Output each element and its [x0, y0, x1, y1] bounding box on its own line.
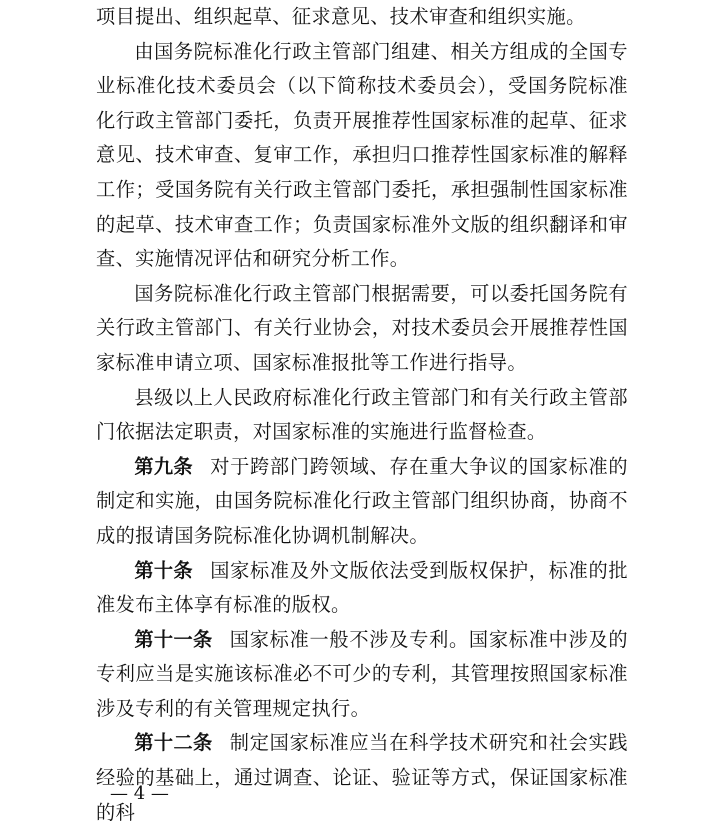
article-title: 第十一条: [134, 627, 213, 651]
article-title: 第十二条: [134, 731, 213, 755]
article-text: 对于跨部门跨领域、存在重大争议的国家标准的制定和实施，由国务院标准化行政主管部门组织协商，协商不成的报请国务院标准化协调机制解决。: [96, 454, 629, 547]
paragraph-continued: [96, 0, 628, 35]
article-11: [96, 623, 628, 727]
article-12: [96, 726, 628, 830]
document-body: [96, 0, 628, 830]
page-number: — 4 —: [110, 783, 169, 804]
article-text: 制定国家标准应当在科学技术研究和社会实践经验的基础上，通过调查、论证、验证等方式，保证国家标准的科: [96, 731, 629, 824]
article-9: [96, 450, 628, 554]
paragraph-text: 县级以上人民政府标准化行政主管部门和有关行政主管部门依据法定职责，对国家标准的实施进行监督检查。: [96, 385, 628, 444]
paragraph-text: 由国务院标准化行政主管部门组建、相关方组成的全国专业标准化技术委员会（以下简称技术委员会），受国务院标准化行政主管部门委托，负责开展推荐性国家标准的起草、征求意见、技术审查、复审工作，承担归口推荐性国家标准的解释工作；受国务院有关行政主管部门委托，承担强制性国家标准的起草、技术审查工作；负责国家标准外文版的组织翻译和审查、实施情况评估和研究分析工作。: [96, 39, 628, 271]
paragraph-text: 项目提出、组织起草、征求意见、技术审查和组织实施。: [96, 5, 586, 28]
article-text: 国家标准及外文版依法受到版权保护，标准的批准发布主体享有标准的版权。: [96, 558, 629, 617]
article-title: 第十条: [134, 558, 193, 582]
article-10: [96, 554, 628, 623]
paragraph-entrustment: [96, 277, 628, 381]
paragraph-text: 国务院标准化行政主管部门根据需要，可以委托国务院有关行政主管部门、有关行业协会，对技术委员会开展推荐性国家标准申请立项、国家标准报批等工作进行指导。: [96, 281, 628, 374]
article-title: 第九条: [134, 454, 193, 478]
paragraph-supervision: [96, 381, 628, 450]
article-text: 国家标准一般不涉及专利。国家标准中涉及的专利应当是实施该标准必不可少的专利，其管理按照国家标准涉及专利的有关管理规定执行。: [96, 627, 629, 720]
paragraph-technical-committee: [96, 35, 628, 277]
